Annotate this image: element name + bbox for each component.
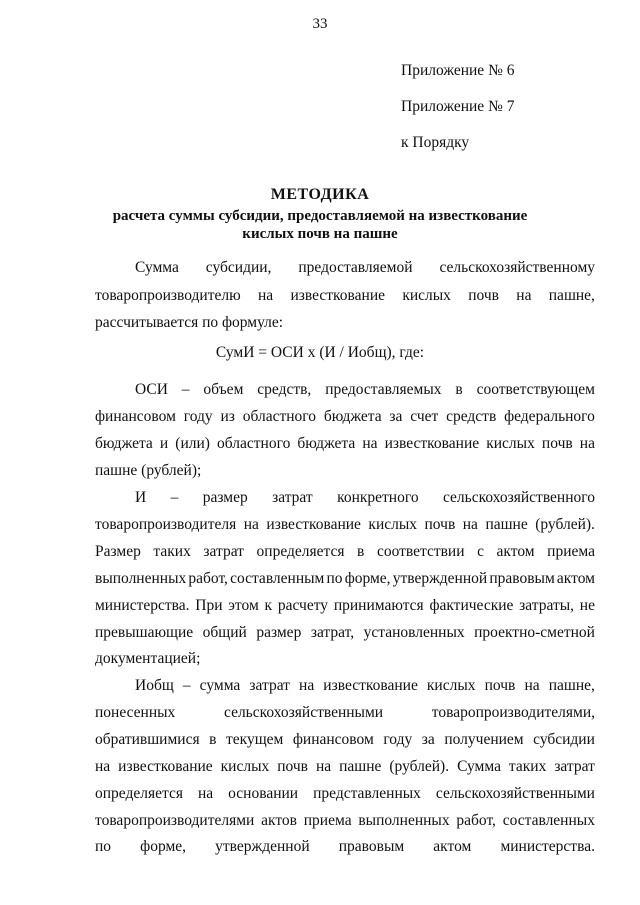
document-subtitle-line-2: кислых почв на пашне bbox=[242, 226, 398, 242]
word: общий bbox=[202, 624, 247, 641]
word: к bbox=[264, 597, 273, 614]
word: бюджета bbox=[297, 435, 356, 452]
word: установленных bbox=[363, 624, 465, 641]
word: федерального bbox=[504, 408, 595, 425]
word: на bbox=[579, 435, 595, 452]
word: почв bbox=[277, 758, 308, 775]
word: размер bbox=[202, 489, 248, 506]
word: субсидии, bbox=[205, 259, 272, 276]
word: кислых bbox=[220, 758, 270, 775]
word: – bbox=[181, 381, 190, 398]
word: сельскохозяйственного bbox=[442, 489, 595, 506]
intro-line-2 bbox=[95, 286, 595, 306]
i-line-3 bbox=[95, 542, 595, 562]
iobsch-line-4 bbox=[95, 757, 595, 777]
word: объем bbox=[203, 381, 244, 398]
word: представленных bbox=[313, 785, 421, 802]
word: финансовом bbox=[292, 731, 374, 748]
formula: СумИ = ОСИ х (И / Иобщ), где: bbox=[215, 344, 425, 361]
word: выполненных bbox=[95, 570, 187, 587]
word: в bbox=[357, 543, 365, 560]
word: затрат bbox=[203, 543, 244, 560]
appendix-line-2: Приложение № 7 bbox=[401, 98, 515, 115]
word: на bbox=[362, 435, 378, 452]
word: сельскохозяйственными bbox=[435, 785, 595, 802]
word: пашне bbox=[485, 516, 528, 533]
osi-line-1 bbox=[135, 380, 595, 400]
word: на bbox=[299, 677, 315, 694]
word: обратившимися bbox=[95, 731, 200, 748]
appendix-line-3: к Порядку bbox=[401, 134, 470, 151]
word: финансовом bbox=[95, 408, 176, 425]
word: проектно-сметной bbox=[474, 624, 595, 641]
word: счет bbox=[410, 408, 439, 425]
word: почв bbox=[424, 516, 456, 533]
word: принимаются bbox=[333, 597, 424, 614]
word: известкование bbox=[290, 287, 386, 304]
word: актом bbox=[496, 543, 535, 560]
word: получением bbox=[444, 731, 524, 748]
word: конкретного bbox=[337, 489, 419, 506]
word: утвержденной bbox=[215, 838, 310, 855]
word: году bbox=[383, 731, 413, 748]
word: При bbox=[195, 597, 223, 614]
word: по bbox=[326, 570, 343, 587]
i-line-7: документацией; bbox=[95, 650, 201, 667]
word: бюджета bbox=[95, 435, 153, 452]
word: предоставляемой bbox=[298, 259, 413, 276]
iobsch-line-7 bbox=[95, 837, 595, 857]
intro-line-3: рассчитывается по формуле: bbox=[95, 314, 284, 331]
word: на bbox=[95, 758, 111, 775]
word: на bbox=[258, 287, 274, 304]
word: пашне bbox=[339, 758, 382, 775]
word: И bbox=[135, 489, 147, 506]
word: определяется bbox=[95, 785, 183, 802]
word: таких bbox=[153, 543, 191, 560]
word: средств bbox=[446, 408, 497, 425]
word: с bbox=[477, 543, 484, 560]
word: правовым bbox=[338, 838, 405, 855]
word: пашне, bbox=[548, 677, 595, 694]
osi-line-4: пашне (рублей); bbox=[95, 462, 202, 479]
word: актом bbox=[433, 838, 472, 855]
word: бюджета bbox=[323, 408, 382, 425]
i-line-2 bbox=[95, 515, 595, 535]
word: известкование bbox=[118, 758, 213, 775]
word: ОСИ bbox=[135, 381, 168, 398]
word: текущем bbox=[226, 731, 284, 748]
word: известкование bbox=[384, 435, 480, 452]
word: пашне, bbox=[548, 287, 595, 304]
i-line-5 bbox=[95, 596, 595, 616]
word: кислых bbox=[368, 516, 418, 533]
word: почв bbox=[468, 287, 499, 304]
word: Размер bbox=[95, 543, 141, 560]
word: за bbox=[421, 731, 435, 748]
word: министерства. bbox=[500, 838, 595, 855]
word: на bbox=[524, 677, 540, 694]
word: приема bbox=[547, 543, 595, 560]
word: (рублей). bbox=[535, 516, 595, 533]
word: кислых bbox=[426, 677, 476, 694]
word: затрат bbox=[272, 489, 313, 506]
word: году bbox=[183, 408, 213, 425]
i-line-4 bbox=[95, 569, 595, 589]
word: за bbox=[389, 408, 403, 425]
word: товаропроизводителями bbox=[95, 812, 255, 829]
intro-line-1 bbox=[135, 258, 595, 278]
document-subtitle-line-1: расчета суммы субсидии, предоставляемой на известкование bbox=[112, 208, 528, 224]
word: (или) bbox=[175, 435, 210, 452]
word: субсидии bbox=[533, 731, 595, 748]
word: расчету bbox=[277, 597, 329, 614]
word: сумма bbox=[199, 677, 241, 694]
word: работ, bbox=[456, 812, 496, 829]
word: сельскохозяйственному bbox=[439, 259, 595, 276]
word: на bbox=[197, 785, 214, 802]
word: на bbox=[462, 516, 478, 533]
word: – bbox=[182, 677, 191, 694]
word: известкование bbox=[266, 516, 361, 533]
iobsch-line-2 bbox=[95, 703, 595, 723]
word: в bbox=[209, 731, 217, 748]
word: Иобщ bbox=[135, 677, 174, 694]
word: работ, bbox=[188, 570, 228, 587]
word: форме, bbox=[140, 838, 187, 855]
iobsch-line-1 bbox=[135, 676, 595, 696]
word: фактические bbox=[429, 597, 514, 614]
word: соответствующем bbox=[476, 381, 595, 398]
word: затраты, bbox=[519, 597, 575, 614]
word: сельскохозяйственными bbox=[224, 704, 384, 721]
word: таких bbox=[508, 758, 547, 775]
word: по bbox=[95, 838, 112, 855]
osi-line-2 bbox=[95, 407, 595, 427]
word: на bbox=[516, 287, 532, 304]
word: почв bbox=[484, 677, 516, 694]
word: форме, bbox=[344, 570, 391, 587]
page-number: 33 bbox=[312, 16, 328, 32]
word: не bbox=[579, 597, 595, 614]
appendix-line-1: Приложение № 6 bbox=[401, 62, 515, 79]
word: товаропроизводителями, bbox=[431, 704, 595, 721]
word: размер bbox=[256, 624, 302, 641]
osi-line-3 bbox=[95, 434, 595, 454]
word: Сумма bbox=[457, 758, 501, 775]
word: – bbox=[170, 489, 179, 506]
word: министерства. bbox=[95, 597, 190, 614]
iobsch-line-5 bbox=[95, 784, 595, 804]
word: актов bbox=[261, 812, 297, 829]
iobsch-line-3 bbox=[95, 730, 595, 750]
iobsch-line-6 bbox=[95, 811, 595, 831]
word: определяется bbox=[256, 543, 345, 560]
word: областного bbox=[217, 435, 291, 452]
document-title: МЕТОДИКА bbox=[270, 186, 370, 203]
word: понесенных bbox=[95, 704, 176, 721]
word: областного bbox=[242, 408, 316, 425]
word: (рублей). bbox=[389, 758, 450, 775]
word: составленных bbox=[502, 812, 595, 829]
word: кислых bbox=[402, 287, 451, 304]
word: товаропроизводителя bbox=[95, 516, 237, 533]
word: затрат bbox=[249, 677, 290, 694]
word: превышающие bbox=[95, 624, 194, 641]
word: товаропроизводителю bbox=[95, 287, 241, 304]
word: Сумма bbox=[135, 259, 179, 276]
i-line-1 bbox=[135, 488, 595, 508]
word: утвержденной bbox=[392, 570, 488, 587]
word: актом bbox=[556, 570, 595, 587]
word: этом bbox=[228, 597, 259, 614]
word: предоставляемых bbox=[325, 381, 442, 398]
word: на bbox=[243, 516, 259, 533]
word: соответствии bbox=[376, 543, 465, 560]
word: выполненных bbox=[358, 812, 450, 829]
word: затрат bbox=[554, 758, 595, 775]
word: правовым bbox=[489, 570, 555, 587]
word: кислых bbox=[486, 435, 535, 452]
word: приема bbox=[303, 812, 352, 829]
word: основании bbox=[228, 785, 299, 802]
word: средств, bbox=[257, 381, 312, 398]
word: затрат, bbox=[310, 624, 355, 641]
word: составленным bbox=[230, 570, 325, 587]
word: и bbox=[159, 435, 169, 452]
word: почв bbox=[541, 435, 573, 452]
word: на bbox=[315, 758, 332, 775]
word: известкование bbox=[323, 677, 418, 694]
word: в bbox=[455, 381, 463, 398]
word: из bbox=[220, 408, 235, 425]
i-line-6 bbox=[95, 623, 595, 643]
